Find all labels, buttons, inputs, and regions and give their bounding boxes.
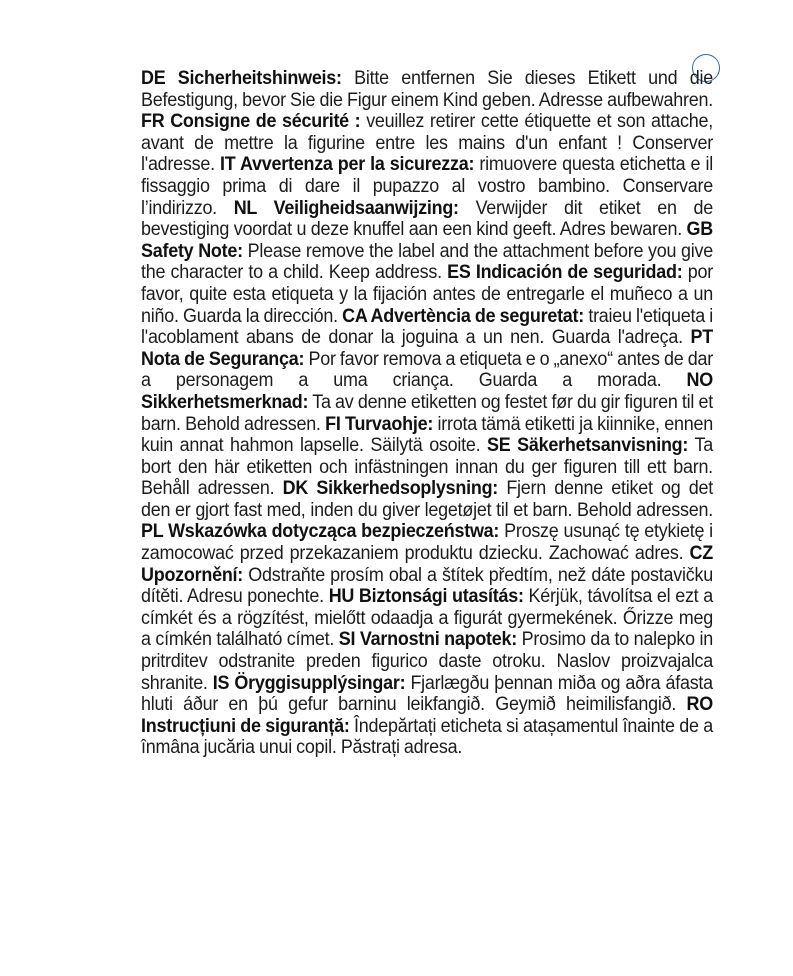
section-heading-es: ES Indicación de seguridad:	[447, 262, 683, 284]
section-heading-fi: FI Turvaohje:	[325, 413, 434, 435]
section-heading-no: NO Sikkerhetsmerknad:	[141, 370, 713, 413]
section-heading-ro: RO Instrucțiuni de siguranță:	[141, 694, 713, 737]
section-heading-nl: NL Veiligheidsaanwijzing:	[233, 197, 459, 219]
section-body-dk: Fjern denne etiket og det den er gjort fast med, inden du giver legetøjet til et barn. Behold adressen.	[141, 478, 713, 521]
section-body-no: Ta av denne etiketten og festet før du gir figuren til et barn. Behold adressen.	[141, 391, 713, 435]
section-heading-fr: FR Consigne de sécurité :	[141, 111, 361, 133]
section-heading-hu: HU Biztonsági utasítás:	[328, 586, 524, 608]
section-heading-pt: PT Nota de Segurança:	[141, 327, 713, 370]
section-body-pt: Por favor remova a etiqueta e o „anexo“ antes de dar a personagem a uma criança. Guarda a morada.	[141, 348, 713, 392]
section-body-fi: irrota tämä etiketti ja kiinnike, ennen kuin annat hahmon lapselle. Säilytä osoite.	[141, 413, 713, 457]
section-heading-se: SE Säkerhetsanvisning:	[487, 435, 689, 457]
section-body-cz: Odstraňte prosím obal a štítek předtím, než dáte postavičku dítěti. Adresu ponechte.	[141, 564, 713, 608]
section-body-ro: Îndepărtați eticheta si atașamentul înainte de a înmâna jucăria unui copil. Păstrați adresa.	[141, 715, 713, 759]
section-heading-de: DE Sicherheitshinweis:	[141, 68, 342, 89]
section-heading-dk: DK Sikkerhedsoplysning:	[282, 478, 499, 500]
section-body-hu: Kérjük, távolítsa el ezt a címkét és a rögzítést, mielőtt odaadja a figurát gyermekének. Őrizze meg a címkén található címet.	[141, 586, 713, 651]
safety-notes-text	[141, 68, 713, 759]
section-heading-pl: PL Wskazówka dotycząca bezpieczeństwa:	[141, 521, 500, 543]
section-body-pl: Proszę usunąć tę etykietę i zamocować przed przekazaniem produktu dziecku. Zachować adres.	[141, 521, 713, 565]
section-body-ca: traieu l'etiqueta i l'acoblament abans de donar la joguina a un nen. Guarda l'adreça.	[141, 305, 713, 349]
section-body-is: Fjarlægðu þennan miða og aðra áfasta hluti áður en þú gefur barninu leikfangið. Geymið heimilisfangið.	[141, 672, 713, 716]
section-heading-it: IT Avvertenza per la sicurezza:	[220, 154, 475, 176]
section-body-fr: veuillez retirer cette étiquette et son attache, avant de mettre la figurine entre les mains d'un enfant ! Conserver l'adresse.	[141, 111, 713, 176]
section-heading-cz: CZ Upozornění:	[141, 543, 713, 586]
section-body-si: Prosimo da to nalepko in pritrditev odstranite preden figurico daste otroku. Naslov proizvajalca shranite.	[141, 629, 713, 694]
section-body-es: por favor, quite esta etiqueta y la fijación antes de entregarle el muñeco a un niño. Guarda la dirección.	[141, 262, 713, 327]
section-body-de: Bitte entfernen Sie dieses Etikett und die Befestigung, bevor Sie die Figur einem Kind geben. Adresse aufbewahren.	[141, 68, 713, 111]
section-heading-si: SI Varnostni napotek:	[338, 629, 518, 651]
section-heading-is: IS Öryggisupplýsingar:	[212, 672, 406, 694]
section-body-nl: Verwijder dit etiket en de bevestiging voordat u deze knuffel aan een kind geeft. Adres bewaren.	[141, 197, 713, 241]
section-heading-gb: GB Safety Note:	[141, 219, 713, 262]
section-body-it: rimuovere questa etichetta e il fissaggio prima di dare il pupazzo al vostro bambino. Conservare l’indirizzo.	[141, 154, 713, 219]
section-body-gb: Please remove the label and the attachment before you give the character to a child. Keep address.	[141, 240, 713, 284]
section-body-se: Ta bort den här etiketten och infästningen innan du ger figuren till ett barn. Behåll adressen.	[141, 435, 713, 500]
section-heading-ca: CA Advertència de seguretat:	[342, 305, 585, 327]
